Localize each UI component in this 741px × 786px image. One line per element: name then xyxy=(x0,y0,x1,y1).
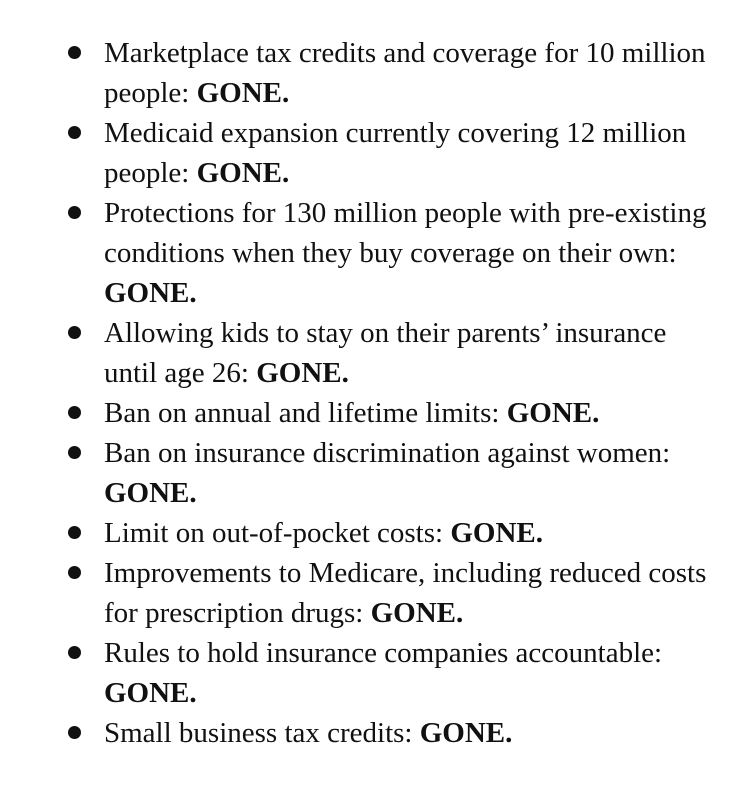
bullet-icon xyxy=(68,126,81,139)
item-text: Ban on annual and lifetime limits: xyxy=(104,397,507,429)
item-text: Small business tax credits: xyxy=(104,717,420,749)
item-status: GONE. xyxy=(104,677,197,709)
item-status: GONE. xyxy=(506,397,600,429)
bullet-icon xyxy=(68,46,81,59)
item-status: GONE. xyxy=(370,597,464,629)
item-text: Medicaid expansion currently covering 12 million people: xyxy=(104,117,687,189)
list-item xyxy=(0,313,741,393)
bullet-icon xyxy=(68,326,81,339)
bullet-icon xyxy=(68,406,81,419)
item-text: Allowing kids to stay on their parents’ insurance until age 26: xyxy=(104,317,667,389)
item-text: Marketplace tax credits and coverage for 10 million people: xyxy=(104,37,706,109)
bullet-icon xyxy=(68,206,81,219)
list-item xyxy=(0,193,741,313)
item-status: GONE. xyxy=(256,357,349,389)
list-item xyxy=(0,713,741,753)
bullet-icon xyxy=(68,526,81,539)
list-item xyxy=(0,553,741,633)
item-status: GONE. xyxy=(196,157,290,189)
item-text: Limit on out-of-pocket costs: xyxy=(104,517,451,549)
item-text: Ban on insurance discrimination against women: xyxy=(104,437,671,469)
bullet-icon xyxy=(68,646,81,659)
bullet-list xyxy=(0,33,741,753)
document-body xyxy=(0,33,741,753)
bullet-icon xyxy=(68,446,81,459)
list-item xyxy=(0,633,741,713)
bullet-icon xyxy=(68,566,81,579)
bullet-icon xyxy=(68,726,81,739)
list-item xyxy=(0,433,741,513)
item-status: GONE. xyxy=(196,77,290,109)
item-text: Improvements to Medicare, including reduced costs for prescription drugs: xyxy=(104,557,707,629)
item-status: GONE. xyxy=(104,477,197,509)
item-text: Protections for 130 million people with pre-existing conditions when they buy coverage on their own: xyxy=(104,197,707,269)
item-status: GONE. xyxy=(450,517,543,549)
list-item xyxy=(0,33,741,113)
item-status: GONE. xyxy=(104,277,197,309)
item-status: GONE. xyxy=(419,717,513,749)
list-item xyxy=(0,393,741,433)
item-text: Rules to hold insurance companies accountable: xyxy=(104,637,663,669)
list-item xyxy=(0,513,741,553)
list-item xyxy=(0,113,741,193)
